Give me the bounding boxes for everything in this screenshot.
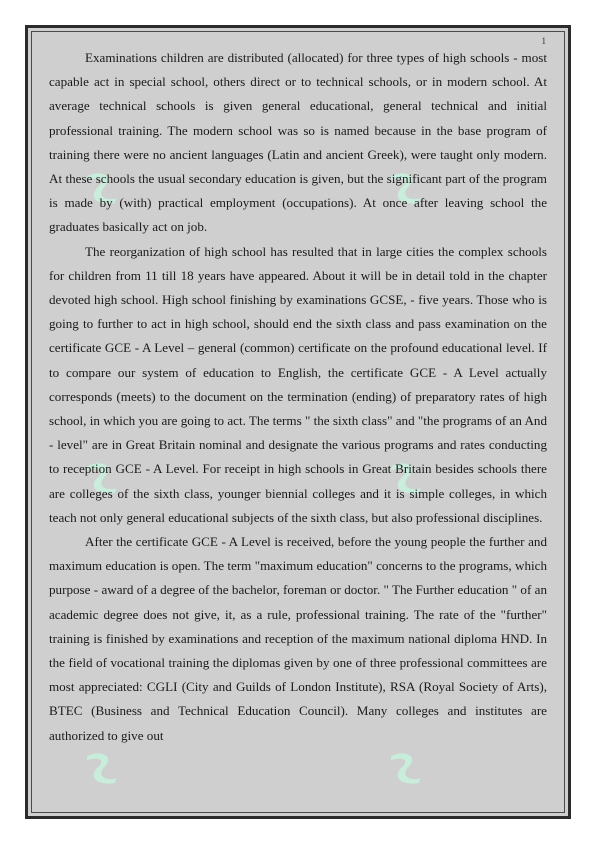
paragraph: Examinations children are distributed (allocated) for three types of high schools - most capable act in special school, others direct or to technical schools, or in modern school. At average technical schools is given general educational, general technical and initial professional training. The modern school was so is named because in the base program of training there were no ancient languages (Latin and ancient Greek), were taught only modern. At these schools the usual secondary education is given, but the significant part of the program is made by (with) practical employment (occupations). At once after leaving school the graduates basically act on job. — [49, 50, 547, 235]
document-page — [25, 25, 571, 819]
paragraph: After the certificate GCE - A Level is received, before the young people the further and maximum education is open. The term "maximum education" concerns to the programs, which purpose - award of a degree of the bachelor, foreman or doctor. " The Further education " of an academic degree does not give, it, as a rule, professional training. The rate of the "further" training is finished by examinations and reception of the maximum national diploma HND. In the field of vocational training the diplomas given by one of three professional committees are most appreciated: CGLI (City and Guilds of London Institute), RSA (Royal Society of Arts), BTEC (Business and Technical Education Council). Many colleges and institutes are authorized to give out — [49, 534, 547, 743]
document-body — [49, 46, 547, 748]
page-number: 1 — [541, 36, 546, 46]
paragraph: The reorganization of high school has resulted that in large cities the complex schools for children from 11 till 18 years have appeared. About it will be in detail told in the chapter devoted high school. High school finishing by examinations GCSE, - five years. Those who is going to further to act in high school, should end the sixth class and pass examination on the certificate GCE - A Level – general (common) certificate on the profound educational level. If to compare our system of education to English, the certificate GCE - A Level actually corresponds (meets) to the document on the termination (ending) of preparatory rates of high school, in which you are going to act. The terms " the sixth class" and "the programs of an And - level" are in Great Britain nominal and designate the various programs and rates conducting to reception GCE - A Level. For receipt in high schools in Great Britain besides schools there are colleges of the sixth class, younger biennial colleges and it is simple colleges, in which teach not only general educational subjects of the sixth class, but also professional disciplines. — [49, 243, 547, 525]
